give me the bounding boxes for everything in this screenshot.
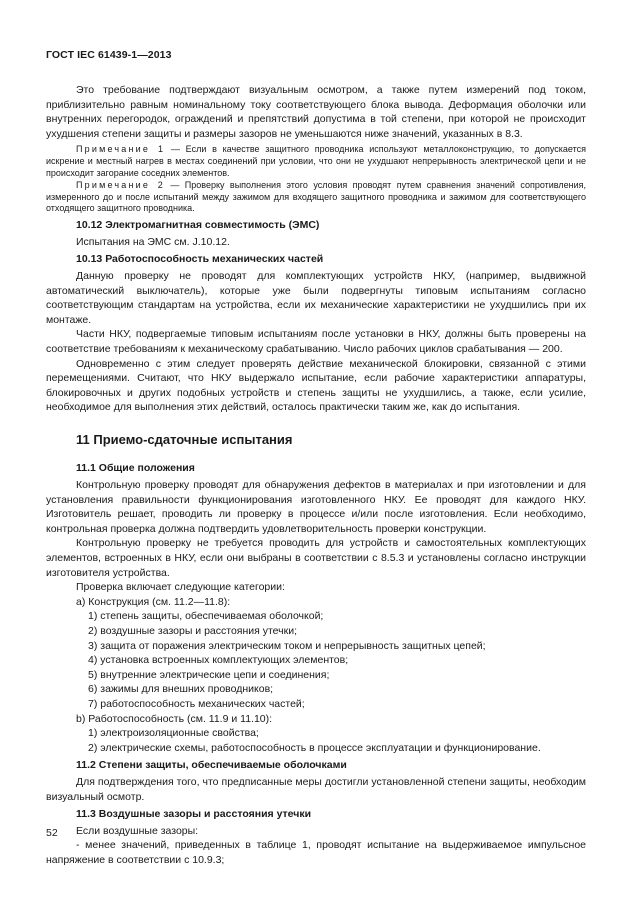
paragraph: Для подтверждения того, что предписанные меры достигли установленной степени защиты, необходим визуальный осмотр. [46, 775, 586, 803]
list-item: 6) зажимы для внешних проводников; [88, 683, 274, 696]
note-2 [46, 180, 586, 215]
list-item: 3) защита от поражения электрическим током и непрерывность защитных цепей; [88, 639, 486, 652]
note-1 [46, 144, 586, 179]
paragraph: Одновременно с этим следует проверять действие механической блокировки, связанной с этими перемещениями. Считают, что НКУ выдержало испытание, если рабочие характеристики аппаратуры, блокировочных и других подобных устройств и степень защиты не ухудшились, а также, если усилие, необходимое для выполнения этих действий, осталось практически таким же, как до испытания. [46, 357, 586, 414]
paragraph: Контрольную проверку проводят для обнаружения дефектов в материалах и при изготовлении и для установления правильности функционирования изготовленного НКУ. Ее проводят для каждого НКУ. Изготовитель решает, проводить ли проверку в процессе и/или после изготовления. Если необходимо, контрольная проверка должна подтвердить удовлетворительность проверки конструкции. [46, 479, 586, 535]
section-heading-11-1: 11.1 Общие положения [76, 462, 195, 475]
section-heading-10-12: 10.12 Электромагнитная совместимость (ЭМС) [76, 219, 320, 232]
section-heading-10-13: 10.13 Работоспособность механических частей [76, 253, 324, 266]
section-heading-11-2: 11.2 Степени защиты, обеспечиваемые оболочками [76, 759, 347, 772]
list-item: a) Конструкция (см. 11.2—11.8): [76, 595, 231, 608]
page-number: 52 [46, 827, 58, 839]
paragraph: Части НКУ, подвергаемые типовым испытаниям после установки в НКУ, должны быть проверены на соответствие требованиям к механическому срабатыванию. Число рабочих циклов срабатывания — 200. [46, 328, 586, 355]
paragraph: Контрольную проверку не требуется проводить для устройств и самостоятельных комплектующих элементов, встроенных в НКУ, если они выбраны в соответствии с 8.5.3 и установлены согласно инструкции изготовителя устройства. [46, 537, 586, 579]
list-item: 1) степень защиты, обеспечиваемая оболочкой; [88, 610, 324, 623]
paragraph: Проверка включает следующие категории: [76, 581, 285, 594]
note-label: Примечание 1 [76, 144, 166, 155]
list-item: 7) работоспособность механических частей; [88, 697, 305, 710]
paragraph: Испытания на ЭМС см. J.10.12. [76, 235, 230, 248]
list-item: 1) электроизоляционные свойства; [88, 727, 259, 740]
chapter-heading-11: 11 Приемо-сдаточные испытания [76, 431, 293, 447]
document-header: ГОСТ IEC 61439-1—2013 [46, 49, 172, 61]
page-body [46, 83, 586, 868]
list-item: 2) воздушные зазоры и расстояния утечки; [88, 625, 298, 637]
list-item: 4) установка встроенных комплектующих элементов; [88, 654, 349, 667]
note-label: Примечание 2 [76, 179, 165, 190]
section-heading-11-3: 11.3 Воздушные зазоры и расстояния утечки [76, 808, 312, 821]
paragraph: Это требование подтверждают визуальным осмотром, а также путем измерений под током, приблизительно равным номинальному току соответствующего блока вывода. Деформация оболочки или внутренних перегородок, ограждений и препятствий допустима в той степени, при которой не происходит ухудшения степени защиты и размеры зазоров не уменьшаются ниже значений, указанных в 8.3. [46, 84, 586, 140]
paragraph: Если воздушные зазоры: [76, 824, 199, 837]
paragraph: - менее значений, приведенных в таблице 1, проводят испытание на выдерживаемое импульсное напряжение в соответствии с 10.9.3; [46, 839, 586, 866]
paragraph: Данную проверку не проводят для комплектующих устройств НКУ, (например, выдвижной автоматический выключатель), которые уже были подвергнуты типовым испытаниям согласно соответствующим стандартам на устройства, если их механические характеристики не ухудшились при их монтаже. [46, 269, 586, 326]
note-text: — Если в качестве защитного проводника используют металлоконструкцию, то допускается искрение и местный нагрев в местах соединений при условии, что они не ухудшают непрерывность электрической цепи и не происходит загорание соседних элементов. [46, 144, 587, 178]
list-item: 5) внутренние электрические цепи и соединения; [88, 668, 330, 681]
note-text: — Проверку выполнения этого условия проводят путем сравнения значений сопротивления, измеренного до и после испытаний между зажимом для входящего защитного проводника и зажимом для соответствующего отходящего защитного проводника. [46, 179, 587, 214]
list-item: 2) электрические схемы, работоспособность в процессе эксплуатации и функционирование. [88, 741, 541, 754]
list-item: b) Работоспособность (см. 11.9 и 11.10): [76, 712, 273, 725]
